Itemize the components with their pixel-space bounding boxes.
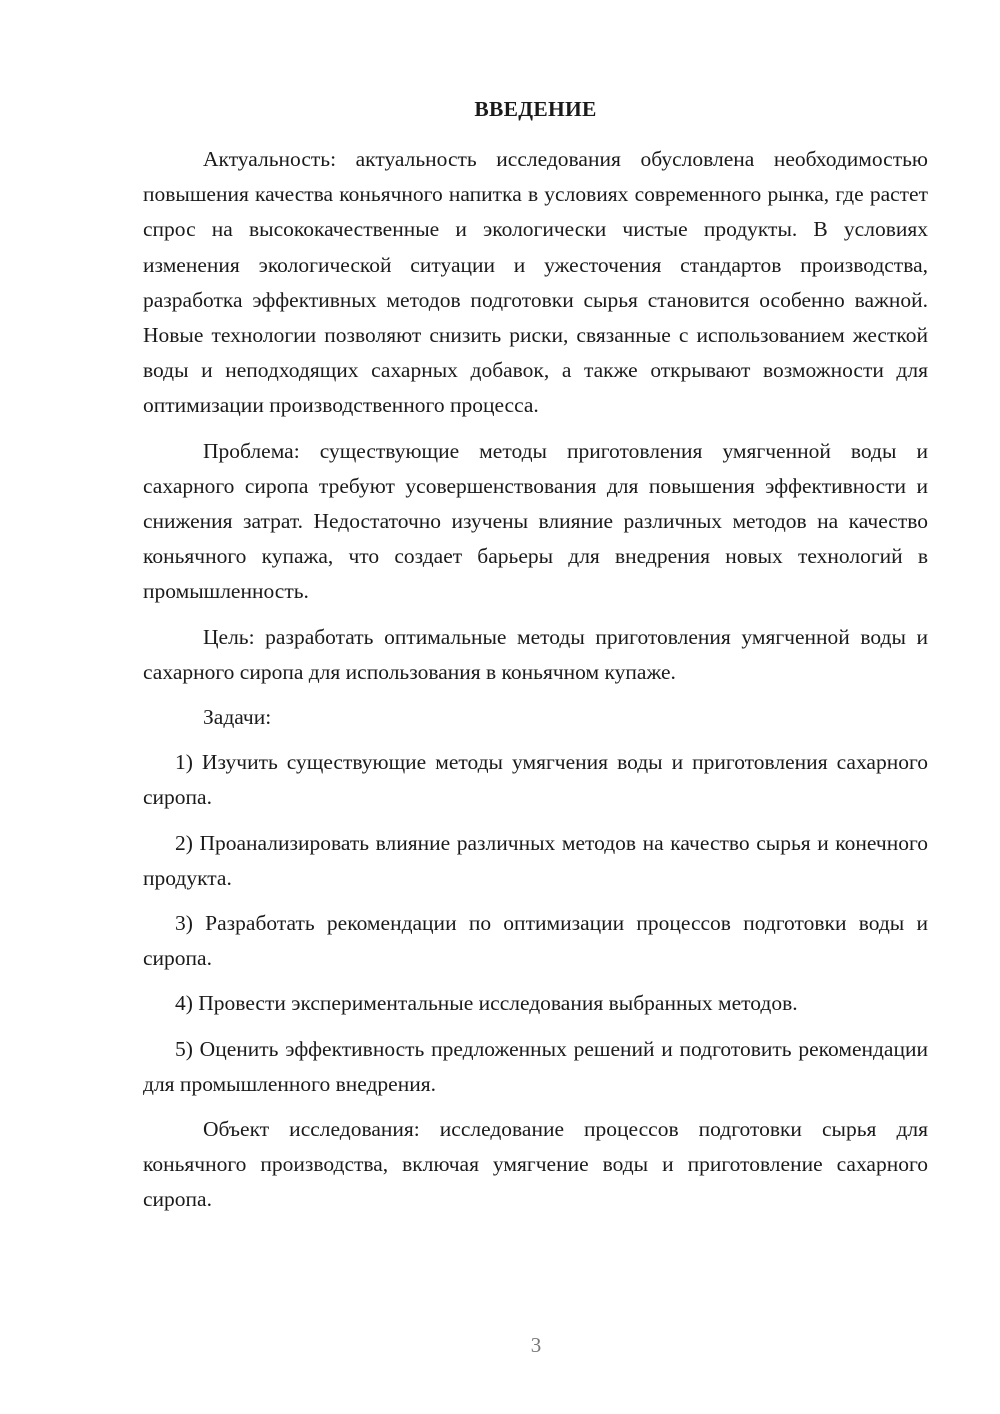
task-item: 3) Разработать рекомендации по оптимизации процессов подготовки воды и сиропа. bbox=[143, 911, 928, 971]
paragraph-goal: Цель: разработать оптимальные методы приготовления умягченной воды и сахарного сиропа для использования в коньячном купаже. bbox=[143, 624, 928, 684]
task-item: 1) Изучить существующие методы умягчения воды и приготовления сахарного сиропа. bbox=[143, 750, 928, 810]
tasks-label: Задачи: bbox=[203, 705, 272, 730]
task-item: 2) Проанализировать влияние различных методов на качество сырья и конечного продукта. bbox=[143, 830, 928, 890]
task-item: 4) Провести экспериментальные исследования выбранных методов. bbox=[175, 991, 798, 1016]
page-number: 3 bbox=[530, 1333, 542, 1357]
paragraph-object: Объект исследования: исследование процессов подготовки сырья для коньячного производства, включая умягчение воды и приготовление сахарного сиропа. bbox=[143, 1117, 928, 1212]
paragraph-relevance: Актуальность: актуальность исследования обусловлена необходимостью повышения качества коньячного напитка в условиях современного рынка, где растет спрос на высококачественные и экологически чистые продукты. В условиях изменения экологической ситуации и ужесточения стандартов производства, разработка эффективных методов подготовки сырья становится особенно важной. Новые технологии позволяют снизить риски, связанные с использованием жесткой воды и неподходящих сахарных добавок, а также открывают возможности для оптимизации производственного процесса. bbox=[143, 147, 928, 418]
paragraph-problem: Проблема: существующие методы приготовления умягченной воды и сахарного сиропа требуют усовершенствования для повышения эффективности и снижения затрат. Недостаточно изучены влияние различных методов на качество коньячного купажа, что создает барьеры для внедрения новых технологий в промышленность. bbox=[143, 438, 928, 604]
document-page bbox=[143, 92, 928, 1228]
section-heading: ВВЕДЕНИЕ bbox=[474, 97, 597, 121]
tasks-list bbox=[143, 745, 928, 1102]
task-item: 5) Оценить эффективность предложенных решений и подготовить рекомендации для промышленного внедрения. bbox=[143, 1036, 928, 1096]
